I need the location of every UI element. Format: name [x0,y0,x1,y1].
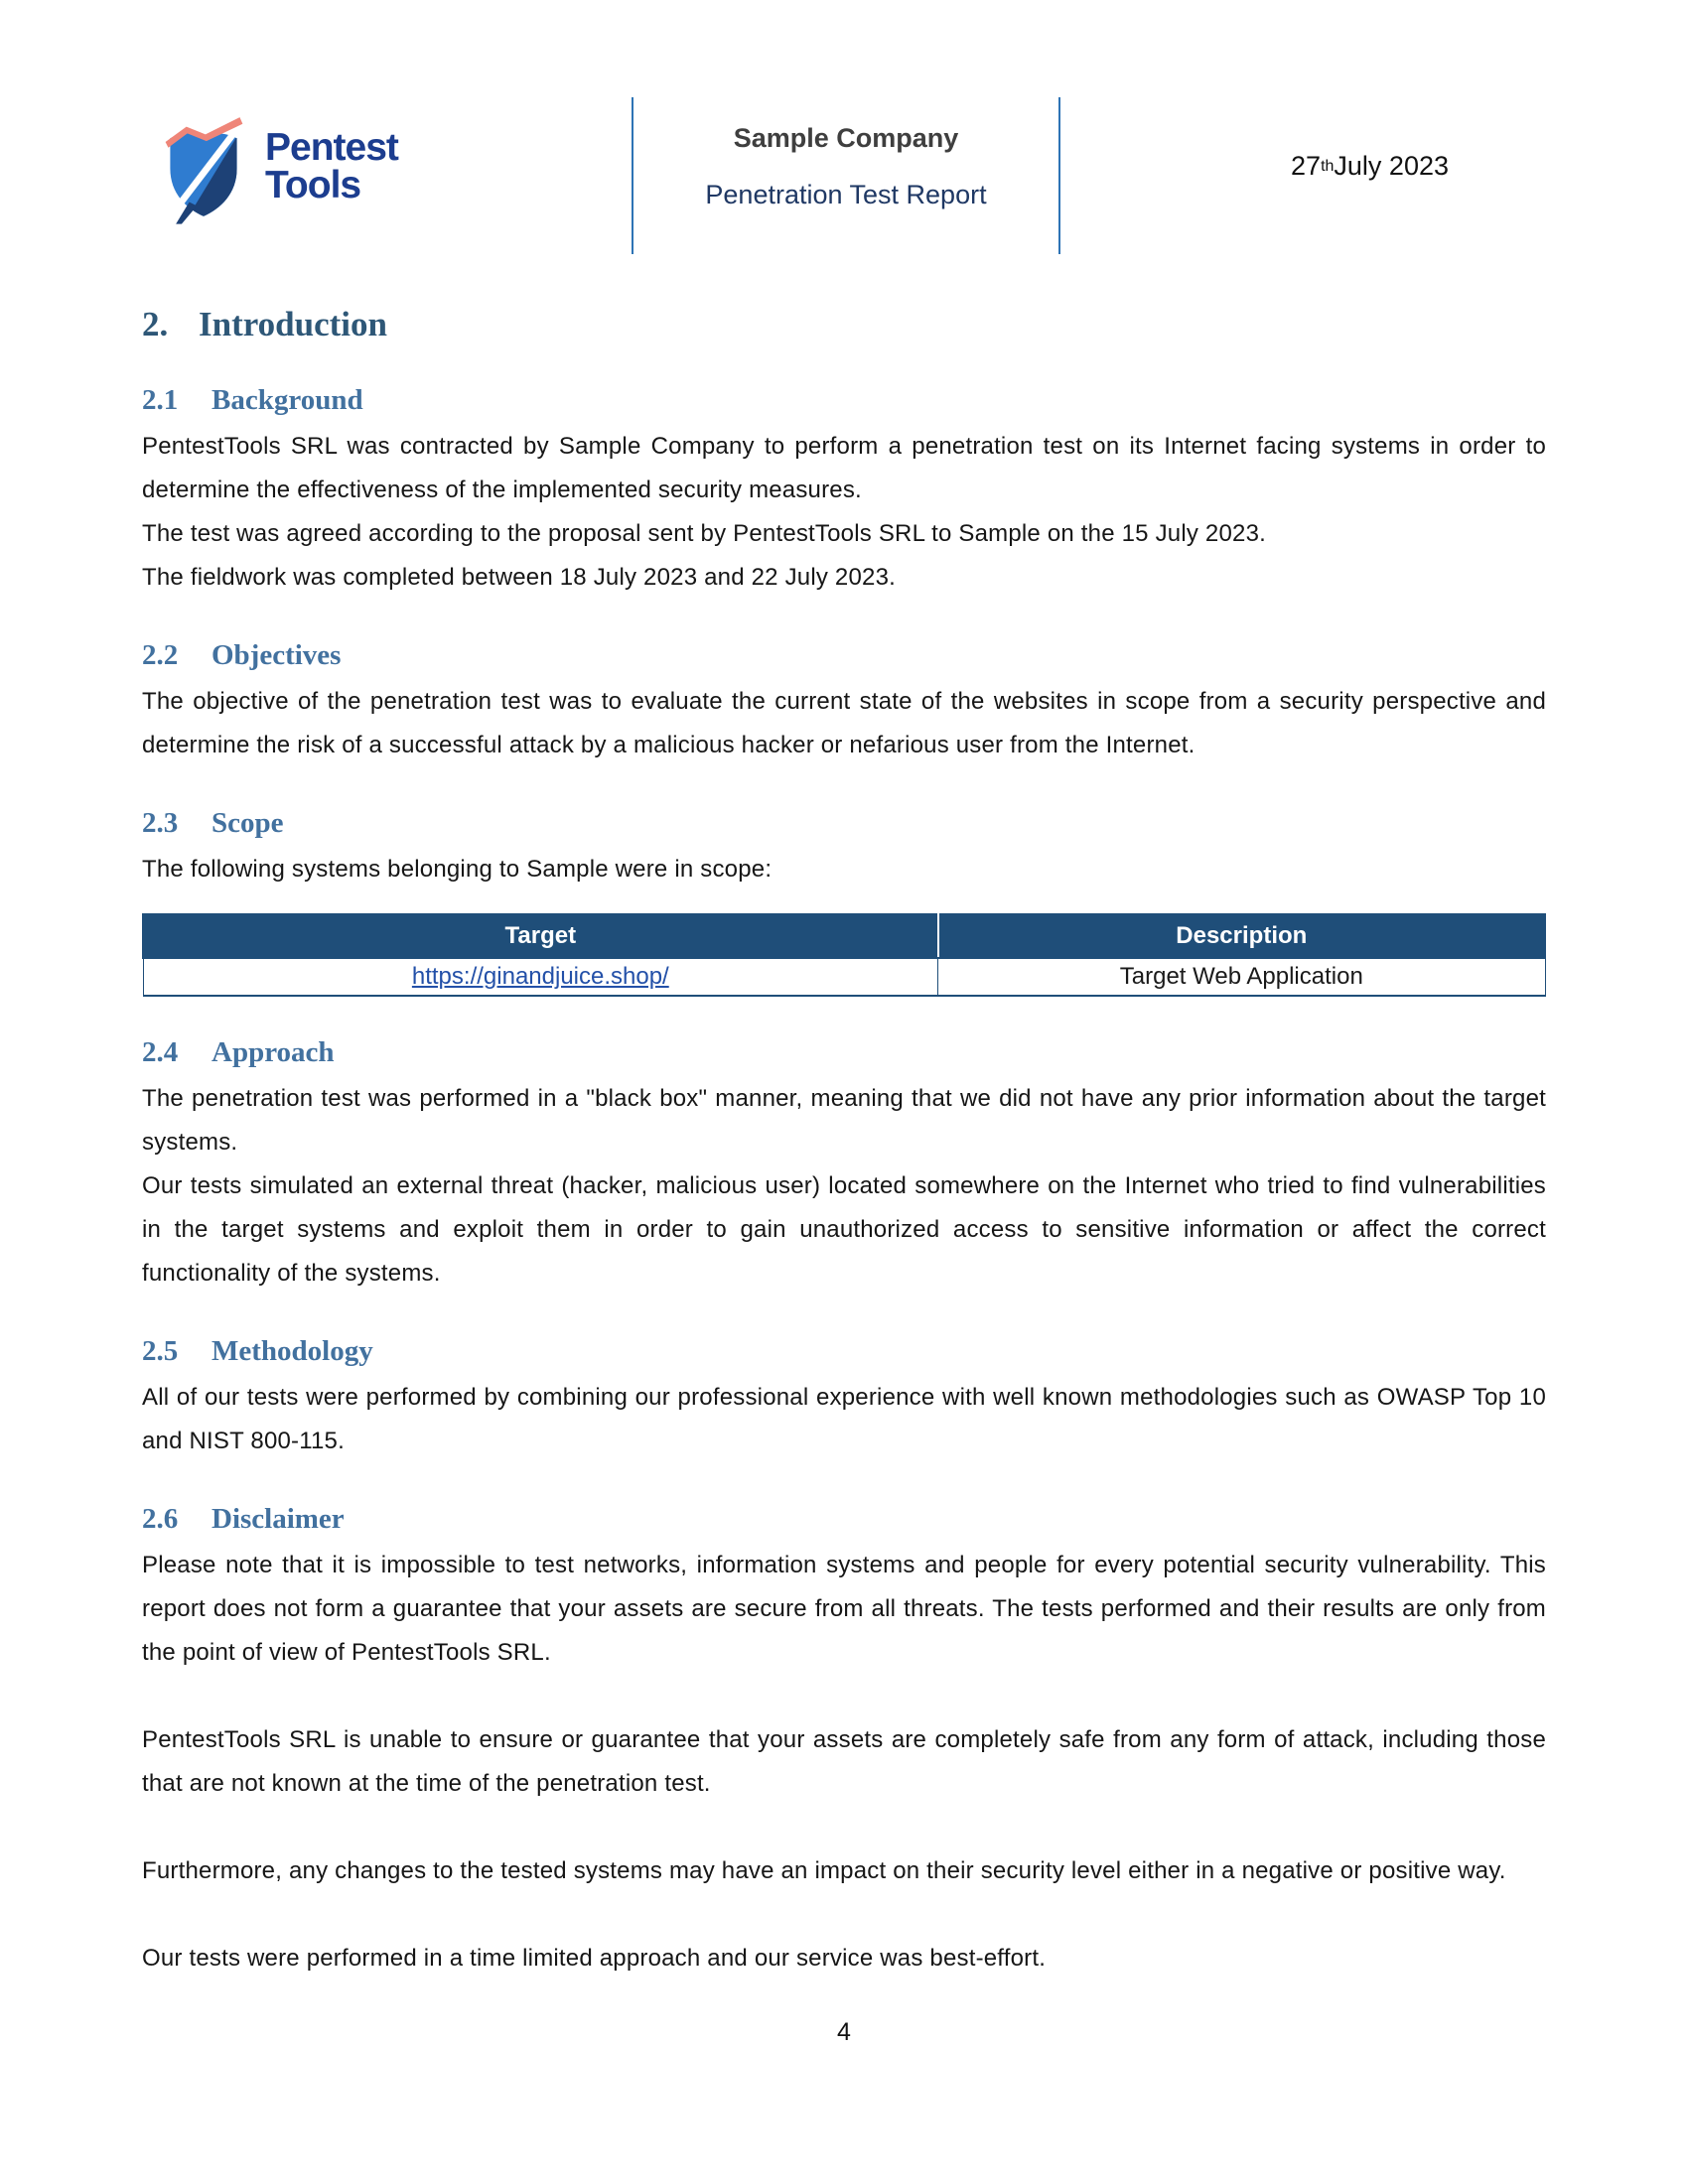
table-row [143,958,1545,996]
pentest-tools-logo [142,79,632,253]
section-heading-scope [142,807,1546,840]
report-date [1060,79,1546,253]
disclaimer-paragraph: Our tests were performed in a time limited approach and our service was best-effort. [142,1945,1047,1972]
logo-wordmark [265,126,398,206]
section-heading-methodology [142,1335,1546,1368]
section-heading-background [142,384,1546,417]
disclaimer-paragraph: Please note that it is impossible to test networks, information systems and people for every potential security vulnerability. This report does not form a guarantee that your assets are secure from all threats. The tests performed and their results are only from the point of view of PentestTools SRL. [142,1552,1546,1666]
background-paragraph: The fieldwork was completed between 18 July 2023 and 22 July 2023. [142,564,896,591]
logo-line2: Tools [265,163,361,206]
heading-title: Methodology [211,1335,373,1367]
heading-number: 2.6 [142,1503,179,1535]
heading-number: 2.4 [142,1036,179,1068]
scope-intro: The following systems belonging to Sample were in scope: [142,856,773,883]
heading-title: Scope [211,807,284,839]
disclaimer-paragraph: PentestTools SRL is unable to ensure or guarantee that your assets are completely safe from any form of attack, including those that are not known at the time of the penetration test. [142,1726,1546,1797]
methodology-paragraph: All of our tests were performed by combining our professional experience with well known methodologies such as OWASP Top 10 and NIST 800-115. [142,1384,1546,1454]
heading-number: 2.3 [142,807,179,839]
scope-target-cell [143,958,938,996]
shield-icon [156,97,251,236]
heading-title: Objectives [211,639,342,671]
heading-title: Background [211,384,363,416]
date-day: 27 [1291,151,1322,181]
section-heading-disclaimer [142,1503,1546,1536]
heading-title: Approach [211,1036,335,1068]
heading-title: Disclaimer [211,1503,345,1535]
heading-title: Introduction [199,305,387,343]
background-paragraph: The test was agreed according to the proposal sent by PentestTools SRL to Sample on the 15 July 2023. [142,520,1266,547]
date-ordinal-suffix: th [1321,157,1335,175]
heading-number: 2. [142,305,169,343]
scope-table-header-description: Description [938,914,1545,958]
scope-table-header-target: Target [143,914,938,958]
heading-number: 2.1 [142,384,179,416]
approach-paragraph: The penetration test was performed in a "black box" manner, meaning that we did not have any prior information about the target systems. [142,1085,1546,1156]
approach-paragraph: Our tests simulated an external threat (hacker, malicious user) located somewhere on the Internet who tried to find vulnerabilities in the target systems and exploit them in order to gain unauthorized access to sensitive information or affect the correct functionality of the systems. [142,1172,1546,1287]
header-title-block [633,79,1058,253]
company-name: Sample Company [733,122,959,153]
page-header [142,79,1546,253]
objectives-paragraph: The objective of the penetration test was to evaluate the current state of the websites in scope from a security perspective and determine the risk of a successful attack by a malicious hacker or nefarious user from the Internet. [142,688,1546,758]
disclaimer-paragraph: Furthermore, any changes to the tested systems may have an impact on their security level either in a negative or positive way. [142,1857,1506,1884]
heading-number: 2.5 [142,1335,179,1367]
background-paragraph: PentestTools SRL was contracted by Sample Company to perform a penetration test on its Internet facing systems in order to determine the effectiveness of the implemented security measures. [142,433,1546,503]
page-number: 4 [837,2018,851,2046]
report-title: Penetration Test Report [705,179,987,209]
logo-line1: Pentest [265,126,398,170]
date-rest: July 2023 [1334,151,1449,181]
heading-number: 2.2 [142,639,179,671]
section-heading-approach [142,1036,1546,1069]
section-heading-introduction [142,305,1546,344]
scope-table-header-row [143,914,1545,958]
section-heading-objectives [142,639,1546,672]
scope-table [142,913,1546,997]
scope-description-cell: Target Web Application [938,958,1545,996]
target-url-link[interactable]: https://ginandjuice.shop/ [411,963,669,990]
